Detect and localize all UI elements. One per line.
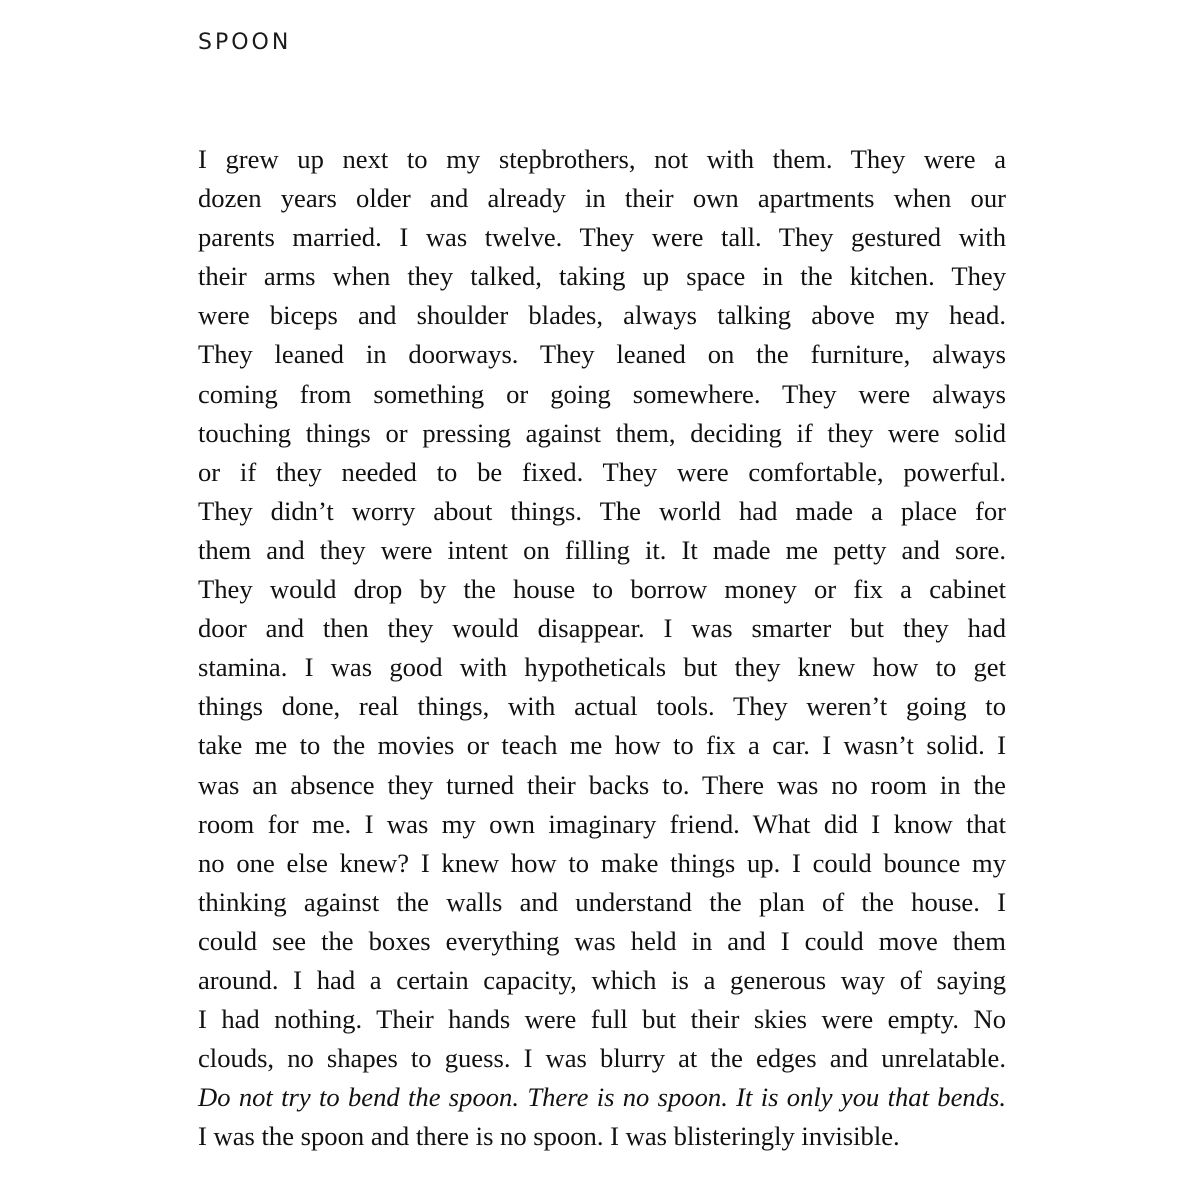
text-line: no one else knew? I knew how to make things up. I could bounce my bbox=[198, 847, 1006, 878]
text-line: were biceps and shoulder blades, always talking above my head. bbox=[198, 300, 1006, 331]
text-line: room for me. I was my own imaginary friend. What did I know that bbox=[198, 808, 1006, 839]
text-line: I was the spoon and there is no spoon. I was blisteringly invisible. bbox=[198, 1121, 900, 1152]
text-line: I had nothing. Their hands were full but their skies were empty. No bbox=[198, 1004, 1006, 1035]
text-line: coming from something or going somewhere. They were always bbox=[198, 378, 1006, 409]
text-line: I grew up next to my stepbrothers, not with them. They were a bbox=[198, 144, 1006, 174]
page-title: SPOON bbox=[198, 30, 292, 55]
text-line: touching things or pressing against them, deciding if they were solid bbox=[198, 417, 1006, 448]
text-line: was an absence they turned their backs to. There was no room in the bbox=[198, 769, 1006, 800]
text-line: They would drop by the house to borrow money or fix a cabinet bbox=[198, 574, 1006, 605]
text-line: dozen years older and already in their own apartments when our bbox=[198, 183, 1006, 214]
text-line: things done, real things, with actual tools. They weren’t going to bbox=[198, 691, 1006, 722]
text-line: clouds, no shapes to guess. I was blurry at the edges and unrelatable. bbox=[198, 1043, 1006, 1074]
italic-quote-line: Do not try to bend the spoon. There is no spoon. It is only you that bends. bbox=[198, 1082, 1006, 1113]
text-line: or if they needed to be fixed. They were comfortable, powerful. bbox=[198, 456, 1006, 487]
text-line: stamina. I was good with hypotheticals but they knew how to get bbox=[198, 652, 1006, 683]
text-line: door and then they would disappear. I was smarter but they had bbox=[198, 613, 1006, 644]
text-line: parents married. I was twelve. They were tall. They gestured with bbox=[198, 222, 1006, 253]
text-line: take me to the movies or teach me how to fix a car. I wasn’t solid. I bbox=[198, 730, 1006, 761]
text-line: around. I had a certain capacity, which is a generous way of saying bbox=[198, 964, 1006, 995]
body-text bbox=[198, 140, 1006, 1156]
text-line: thinking against the walls and understand the plan of the house. I bbox=[198, 886, 1006, 917]
text-line: They leaned in doorways. They leaned on the furniture, always bbox=[198, 339, 1006, 370]
text-line: them and they were intent on filling it. It made me petty and sore. bbox=[198, 534, 1006, 565]
text-line: could see the boxes everything was held in and I could move them bbox=[198, 925, 1006, 956]
text-line: their arms when they talked, taking up space in the kitchen. They bbox=[198, 261, 1006, 292]
text-line: They didn’t worry about things. The world had made a place for bbox=[198, 495, 1006, 526]
